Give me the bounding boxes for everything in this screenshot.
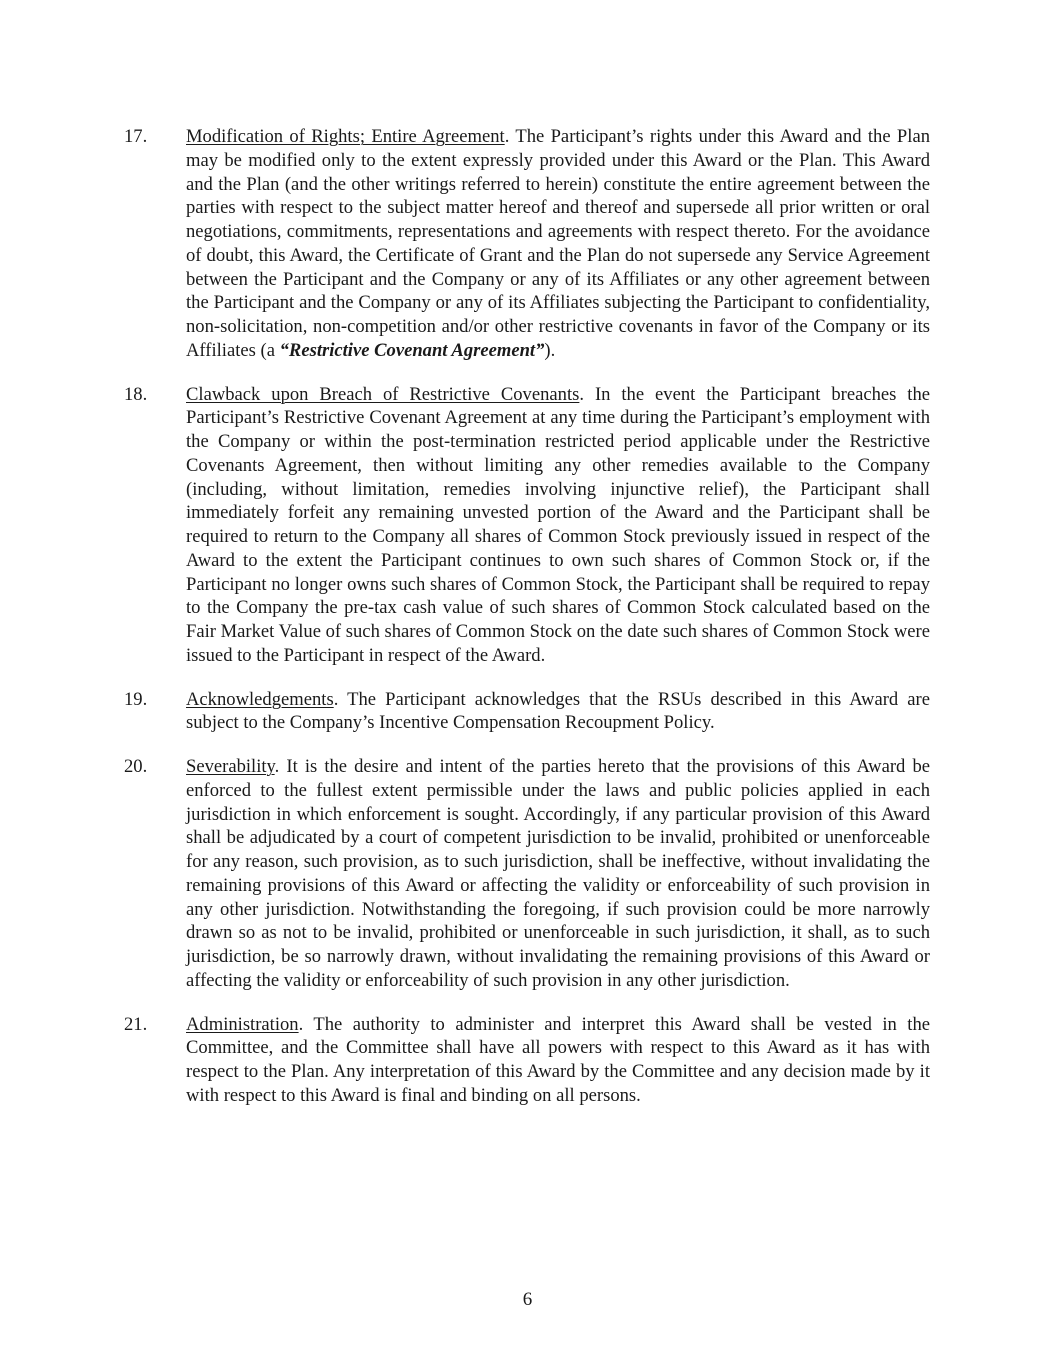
section-body: [186, 688, 930, 736]
section-text: . In the event the Participant breaches the Participant’s Restrictive Covenant Agreement at any time during the Participant’s employment with the Company or within the post-termination restricted period applicable under the Restrictive Covenants Agreement, then without limiting any other remedies available to the Company (including, without limitation, remedies involving injunctive relief), the Participant shall immediately forfeit any remaining unvested portion of the Award and the Participant shall be required to return to the Company all shares of Common Stock previously issued in respect of the Award to the extent the Participant continues to own such shares of Common Stock or, if the Participant no longer owns such shares of Common Stock, the Participant shall be required to repay to the Company the pre-tax cash value of such shares of Common Stock calculated based on the Fair Market Value of such shares of Common Stock on the date such shares of Common Stock were issued to the Participant in respect of the Award.: [186, 383, 931, 666]
section-body: [186, 125, 930, 363]
section-number: 17.: [124, 126, 148, 147]
section-17: [124, 125, 930, 363]
section-heading: Modification of Rights; Entire Agreement: [186, 126, 505, 147]
section-20: [124, 755, 930, 993]
section-text: . The Participant’s rights under this Award and the Plan may be modified only to the extent expressly provided under this Award or the Plan. This Award and the Plan (and the other writings referred to herein) constitute the entire agreement between the parties with respect to the subject matter hereof and thereof and supersede all prior written or oral negotiations, commitments, representations and agreements with respect thereto. For the avoidance of doubt, this Award, the Certificate of Grant and the Plan do not supersede any Service Agreement between the Participant and the Company or any of its Affiliates or any other agreement between the Participant and the Company or any of its Affiliates subjecting the Participant to confidentiality, non-solicitation, non-competition and/or other restrictive covenants in favor of the Company or its Affiliates (a: [186, 126, 930, 361]
page-number: 6: [522, 1289, 533, 1310]
section-heading: Severability: [186, 756, 275, 777]
section-text: . It is the desire and intent of the parties hereto that the provisions of this Award be enforced to the fullest extent permissible under the laws and public policies applied in each jurisdiction in which enforcement is sought. Accordingly, if any particular provision of this Award shall be adjudicated by a court of competent jurisdiction to be invalid, prohibited or unenforceable for any reason, such provision, as to such jurisdiction, shall be ineffective, without invalidating the remaining provisions of this Award or affecting the validity or enforceability of such provision in any other jurisdiction. Notwithstanding the foregoing, if such provision could be more narrowly drawn so as not to be invalid, prohibited or unenforceable in such jurisdiction, it shall, as to such jurisdiction, be so narrowly drawn, without invalidating the remaining provisions of this Award or affecting the validity or enforceability of such provision in any other jurisdiction.: [186, 756, 930, 991]
section-heading: Clawback upon Breach of Restrictive Covenants: [186, 383, 580, 405]
section-heading: Administration: [186, 1013, 299, 1035]
section-text: . The Participant acknowledges that the RSUs described in this Award are subject to the Company’s Incentive Compensation Recoupment Policy.: [186, 688, 930, 734]
section-number: 19.: [124, 688, 148, 710]
section-number: 21.: [124, 1013, 148, 1035]
defined-term: “Restrictive Covenant Agreement”: [279, 339, 545, 361]
section-body: [186, 755, 930, 993]
section-heading: Acknowledgements: [186, 688, 334, 710]
section-body: [186, 1013, 930, 1108]
section-number: 18.: [124, 383, 148, 405]
sections-list: [124, 125, 930, 1128]
section-19: [124, 688, 930, 736]
section-21: [124, 1013, 930, 1108]
section-18: [124, 383, 930, 668]
section-text: . The authority to administer and interpret this Award shall be vested in the Committee, and the Committee shall have all powers with respect to this Award as it has with respect to the Plan. Any interpretation of this Award by the Committee and any decision made by it with respect to this Award is final and binding on all persons.: [186, 1013, 930, 1106]
section-body: [186, 383, 930, 668]
section-number: 20.: [124, 756, 148, 777]
section-text-end: ).: [544, 339, 556, 361]
